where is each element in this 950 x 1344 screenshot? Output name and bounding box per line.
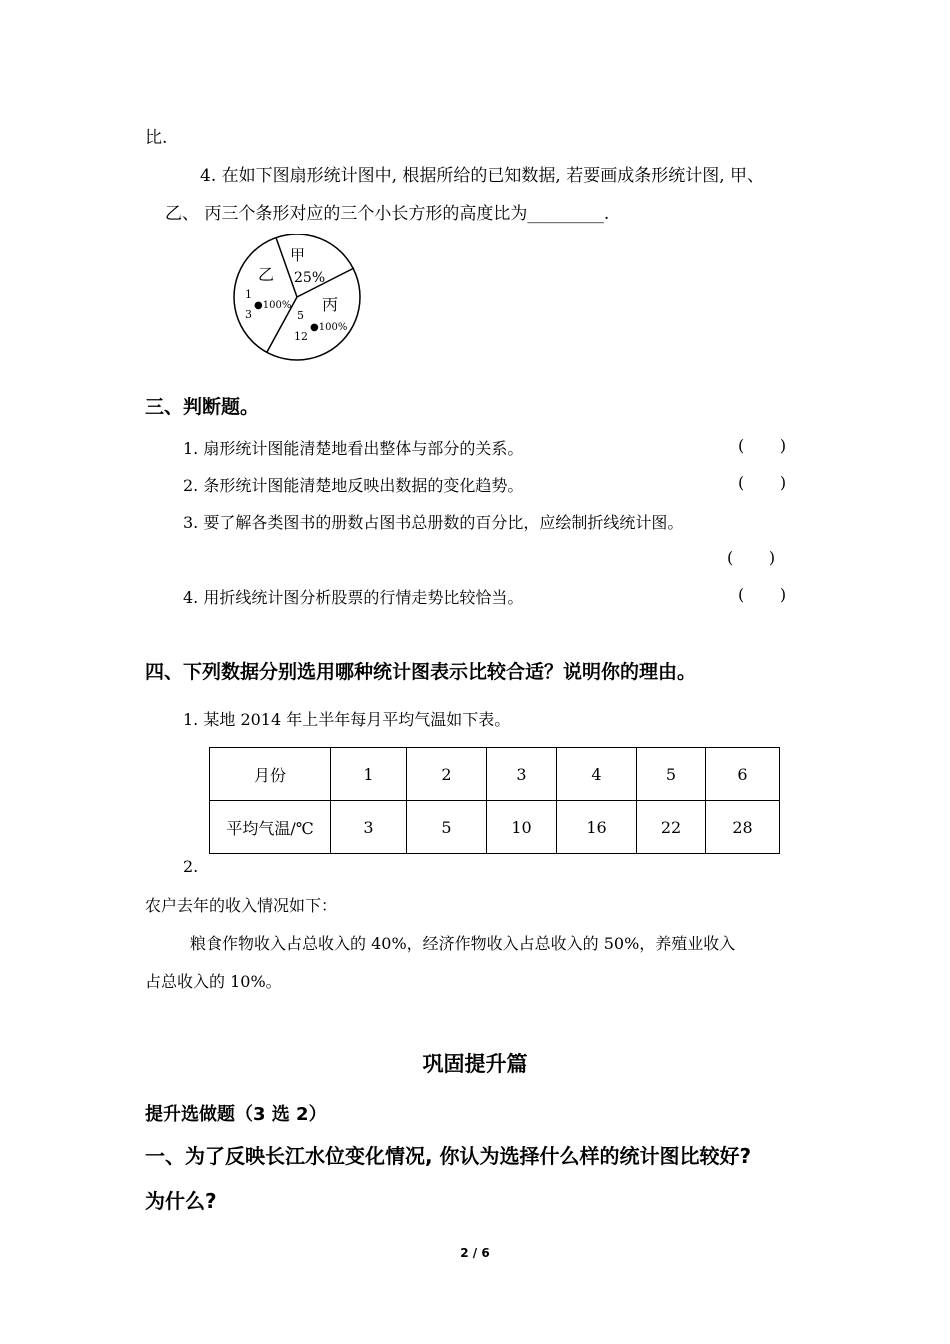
- table-cell: 平均气温/℃: [210, 801, 331, 854]
- part-subtitle: 提升选做题（3 选 2）: [145, 1104, 327, 1125]
- table-row: [210, 748, 780, 801]
- answer-blank: ( ): [738, 473, 787, 492]
- pie-yi-denominator: 3: [245, 308, 252, 321]
- pie-bing-pct: ●100%: [310, 322, 348, 333]
- table-cell: 16: [557, 801, 637, 854]
- table-header-cell: 月份: [210, 748, 331, 801]
- question-4-line-2: 乙、 丙三个条形对应的三个小长方形的高度比为_________.: [165, 204, 610, 224]
- part-question-1-line-2: 为什么?: [145, 1189, 217, 1213]
- answer-blank: ( ): [738, 585, 787, 604]
- pie-bing-denominator: 12: [294, 330, 308, 343]
- judge-item-3: 3. 要了解各类图书的册数占图书总册数的百分比，应绘制折线统计图。: [183, 513, 684, 532]
- section-4-question-2-line-3: 占总收入的 10%。: [145, 972, 282, 991]
- section-4-title: 四、下列数据分别选用哪种统计图表示比较合适？说明你的理由。: [145, 661, 697, 683]
- page-number: 2 / 6: [460, 1246, 490, 1260]
- table-cell: 3: [331, 801, 407, 854]
- table-header-cell: 6: [706, 748, 780, 801]
- pie-label-jia: 甲: [290, 246, 306, 264]
- part-title: 巩固提升篇: [422, 1052, 528, 1076]
- pie-yi-pct: ●100%: [254, 300, 292, 311]
- table-header-cell: 3: [487, 748, 557, 801]
- judge-item-4: 4. 用折线统计图分析股票的行情走势比较恰当。: [183, 588, 524, 607]
- text-line: 比.: [145, 128, 168, 148]
- answer-blank: ( ): [738, 436, 787, 455]
- table-row: [210, 801, 780, 854]
- table-cell: 5: [407, 801, 487, 854]
- table-cell: 22: [637, 801, 706, 854]
- judge-item-2: 2. 条形统计图能清楚地反映出数据的变化趋势。: [183, 476, 524, 495]
- section-4-question-2-line-1: 农户去年的收入情况如下：: [145, 896, 338, 915]
- pie-label-yi: 乙: [258, 265, 275, 284]
- table-header-cell: 5: [637, 748, 706, 801]
- table-cell: 28: [706, 801, 780, 854]
- section-4-question-2-number: 2.: [183, 857, 199, 876]
- section-3-title: 三、判断题。: [145, 396, 260, 418]
- pie-bing-numerator: 5: [297, 309, 304, 322]
- pie-label-bing: 丙: [322, 295, 339, 314]
- pie-value-jia: 25%: [294, 270, 326, 286]
- section-4-question-2-line-2: 粮食作物收入占总收入的 40%，经济作物收入占总收入的 50%，养殖业收入: [190, 934, 736, 953]
- table-header-cell: 4: [557, 748, 637, 801]
- section-4-question-1: 1. 某地 2014 年上半年每月平均气温如下表。: [183, 710, 511, 729]
- pie-chart: [230, 234, 370, 364]
- judge-item-1: 1. 扇形统计图能清楚地看出整体与部分的关系。: [183, 439, 524, 458]
- table-cell: 10: [487, 801, 557, 854]
- pie-yi-numerator: 1: [245, 288, 252, 301]
- question-4-line-1: 4. 在如下图扇形统计图中, 根据所给的已知数据, 若要画成条形统计图, 甲、: [200, 166, 765, 186]
- temperature-table: [209, 747, 780, 854]
- part-question-1-line-1: 一、为了反映长江水位变化情况, 你认为选择什么样的统计图比较好?: [145, 1144, 752, 1168]
- table-header-cell: 2: [407, 748, 487, 801]
- answer-blank: ( ): [727, 548, 776, 567]
- table-header-cell: 1: [331, 748, 407, 801]
